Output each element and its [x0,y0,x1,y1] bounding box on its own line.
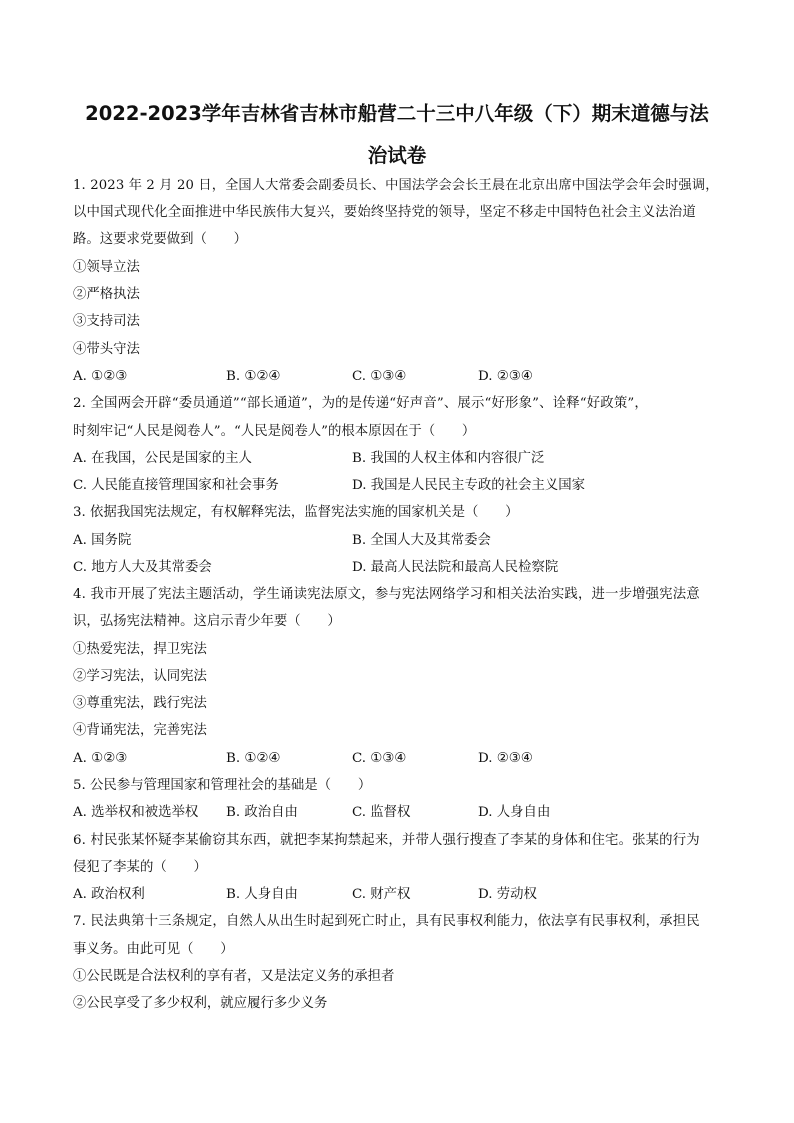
q6-option-d: D. 劳动权 [478,887,537,902]
q4-stem-line-1: 4. 我市开展了宪法主题活动，学生诵读宪法原文，参与宪法网络学习和相关法治实践，进一步增强宪法意 [73,587,700,602]
q1-stem-line-3: 路。这要求党要做到（ ） [73,232,248,247]
q6-stem-line-2: 侵犯了李某的（ ） [73,860,207,875]
q4-statement-3: ③尊重宪法，践行宪法 [73,696,207,711]
q5-option-b: B. 政治自由 [226,805,298,820]
q1-option-c: C. ①③④ [352,369,407,384]
q7-statement-2: ②公民享受了多少权利，就应履行多少义务 [73,996,328,1011]
q2-stem-line-1: 2. 全国两会开辟“委员通道”“部长通道”，为的是传递“好声音”、展示“好形象”、诠释“好政策”， [73,396,648,411]
q4-stem-line-2: 识，弘扬宪法精神。这启示青少年要（ ） [73,614,341,629]
q5-option-a: A. 选举权和被选举权 [73,805,199,820]
q4-option-c: C. ①③④ [352,751,407,766]
q2-option-b: B. 我国的人权主体和内容很广泛 [352,451,545,466]
q1-statement-3: ③支持司法 [73,314,140,329]
exam-title-line-1: 2022-2023学年吉林省吉林市船营二十三中八年级（下）期末道德与法 [85,102,709,125]
q6-option-a: A. 政治权利 [73,887,145,902]
q6-option-b: B. 人身自由 [226,887,298,902]
q3-option-b: B. 全国人大及其常委会 [352,533,491,548]
q1-option-d: D. ②③④ [478,369,533,384]
q2-option-a: A. 在我国，公民是国家的主人 [73,451,252,466]
q3-stem-line-1: 3. 依据我国宪法规定，有权解释宪法，监督宪法实施的国家机关是（ ） [73,505,519,520]
q2-stem-line-2: 时刻牢记“人民是阅卷人”。“人民是阅卷人”的根本原因在于（ ） [73,424,476,439]
q1-stem-line-1: 1. 2023 年 2 月 20 日，全国人大常委会副委员长、中国法学会会长王晨在北京出席中国法学会年会时强调， [73,178,719,193]
q7-statement-1: ①公民既是合法权利的享有者，又是法定义务的承担者 [73,969,395,984]
q4-statement-2: ②学习宪法，认同宪法 [73,669,207,684]
q5-stem-line-1: 5. 公民参与管理国家和管理社会的基础是（ ） [73,778,372,793]
q6-stem-line-1: 6. 村民张某怀疑李某偷窃其东西，就把李某拘禁起来，并带人强行搜查了李某的身体和住宅。张某的行为 [73,833,700,848]
q3-option-a: A. 国务院 [73,533,132,548]
q5-option-d: D. 人身自由 [478,805,551,820]
q1-option-b: B. ①②④ [226,369,281,384]
q1-stem-line-2: 以中国式现代化全面推进中华民族伟大复兴，要始终坚持党的领导，坚定不移走中国特色社会主义法治道 [73,205,696,220]
q1-option-a: A. ①②③ [73,369,128,384]
q4-statement-1: ①热爱宪法，捍卫宪法 [73,642,207,657]
q1-statement-1: ①领导立法 [73,260,140,275]
q1-statement-2: ②严格执法 [73,287,140,302]
q3-option-d: D. 最高人民法院和最高人民检察院 [352,560,559,575]
q1-statement-4: ④带头守法 [73,342,140,357]
q4-option-b: B. ①②④ [226,751,281,766]
q2-option-c: C. 人民能直接管理国家和社会事务 [73,478,279,493]
q7-stem-line-2: 事义务。由此可见（ ） [73,942,234,957]
exam-title-line-2: 治试卷 [367,144,427,167]
q4-statement-4: ④背诵宪法，完善宪法 [73,723,207,738]
q2-option-d: D. 我国是人民民主专政的社会主义国家 [352,478,586,493]
q5-option-c: C. 监督权 [352,805,411,820]
q4-option-d: D. ②③④ [478,751,533,766]
q7-stem-line-1: 7. 民法典第十三条规定，自然人从出生时起到死亡时止，具有民事权利能力，依法享有民事权利，承担民 [73,914,700,929]
q4-option-a: A. ①②③ [73,751,128,766]
q6-option-c: C. 财产权 [352,887,411,902]
q3-option-c: C. 地方人大及其常委会 [73,560,212,575]
